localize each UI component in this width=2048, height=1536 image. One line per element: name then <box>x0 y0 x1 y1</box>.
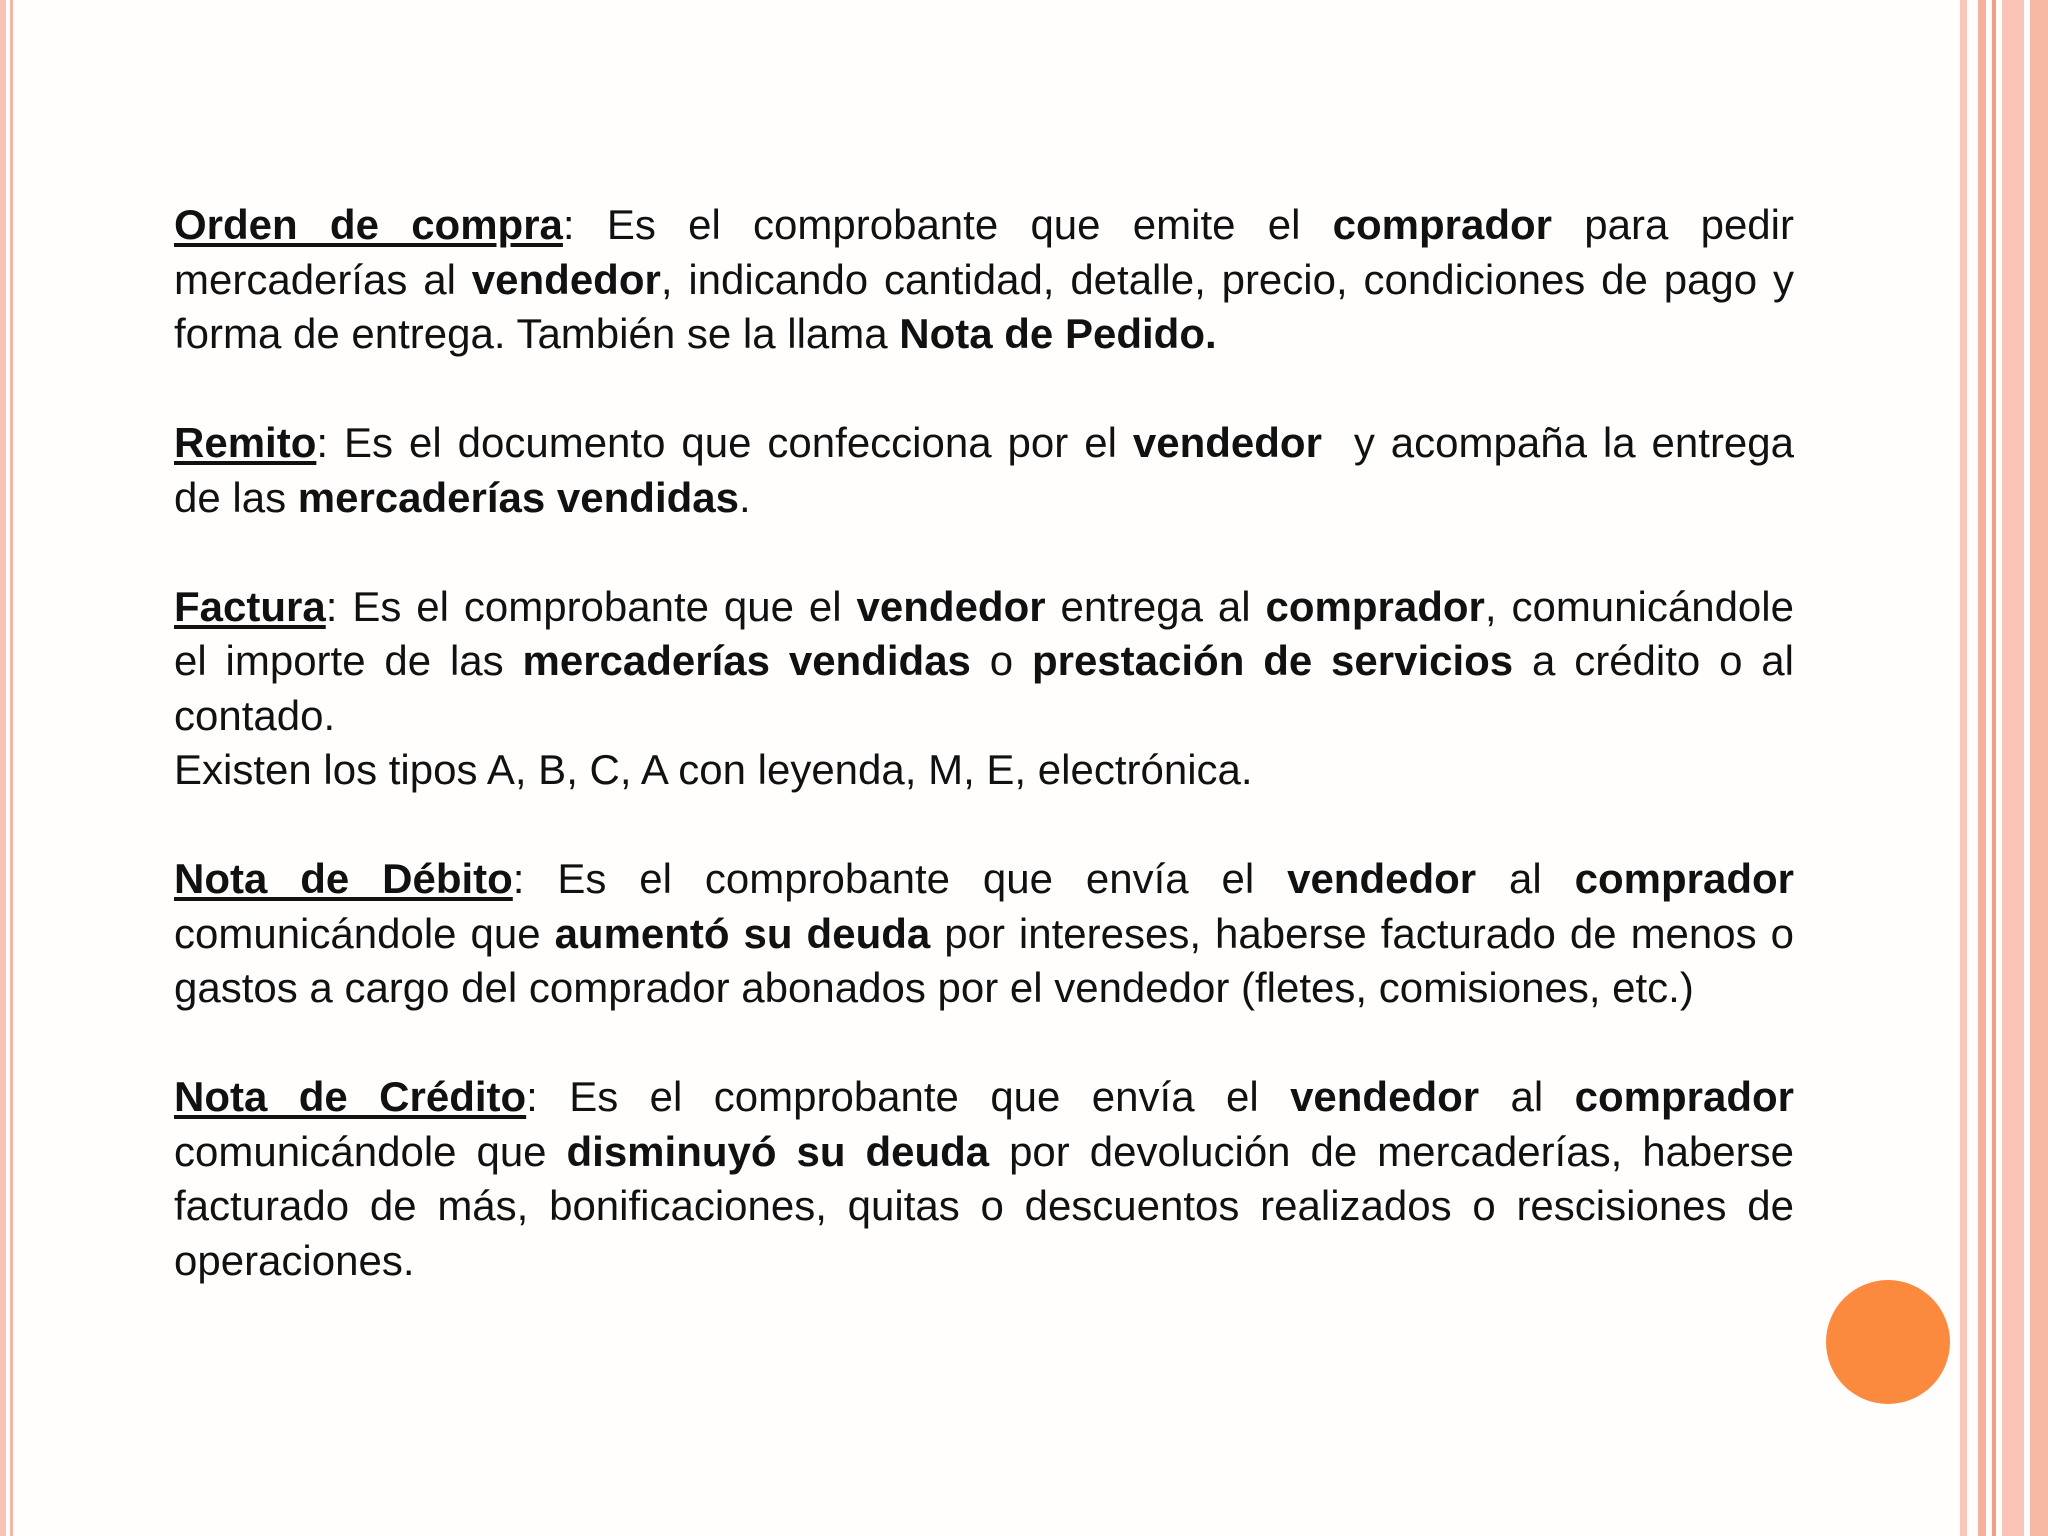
text: , indicando cantidad, detalle, precio, condiciones de pago y forma de entrega. También se la llama <box>174 255 1794 357</box>
bold-text: comprador <box>1574 1073 1794 1120</box>
text: Es el comprobante que el <box>352 582 857 630</box>
paragraph-nota-de-credito <box>174 1070 1794 1288</box>
slide-body <box>174 198 1806 1343</box>
text: comunicándole que <box>174 1127 567 1175</box>
right-border-stripe <box>2030 0 2048 1536</box>
text: Es el comprobante que envía el <box>557 855 1288 902</box>
bold-text: vendedor <box>1132 419 1322 466</box>
text: para pedir mercaderías al <box>174 201 1794 303</box>
bold-text: vendedor <box>1290 1073 1480 1120</box>
bold-text: comprador <box>1332 201 1553 248</box>
paragraph-remito <box>174 416 1806 525</box>
orange-circle-decoration <box>1826 1280 1950 1404</box>
term-factura: Factura <box>174 582 326 630</box>
bold-text: mercaderías vendidas <box>522 637 971 684</box>
separator: : <box>526 1073 570 1120</box>
term-nota-de-credito: Nota de Crédito <box>174 1073 527 1120</box>
text: . <box>739 473 751 521</box>
bold-text: vendedor <box>471 255 661 303</box>
separator: : <box>325 582 353 630</box>
separator: : <box>562 201 607 248</box>
paragraph-orden-de-compra <box>174 198 1794 362</box>
bold-text: disminuyó su deuda <box>566 1127 990 1175</box>
text: entrega al <box>1045 582 1266 630</box>
text: Es el comprobante que emite el <box>606 201 1333 248</box>
text: Es el comprobante que envía el <box>569 1073 1291 1120</box>
paragraph-nota-de-debito <box>174 852 1794 1016</box>
text: o <box>970 637 1032 684</box>
bold-text: aumentó su deuda <box>554 909 931 957</box>
bold-text: mercaderías vendidas <box>297 473 739 521</box>
paragraph-factura <box>174 580 1794 798</box>
right-border-stripe <box>1978 0 1986 1536</box>
text: , comunicándole el importe de las <box>174 582 1794 684</box>
bold-text: comprador <box>1574 855 1794 902</box>
bold-text: Nota de Pedido. <box>899 310 1217 357</box>
text: y acompaña la entrega de las <box>174 419 1806 521</box>
text: a crédito o al contado. <box>174 637 1794 739</box>
left-border-line-inner <box>10 0 13 1536</box>
left-border-line <box>0 0 6 1536</box>
text: por devolución de mercaderías, haberse facturado de más, bonificaciones, quitas o descuentos realizados o rescisiones de operaciones. <box>174 1127 1794 1284</box>
factura-types-text: Existen los tipos A, B, C, A con leyenda, M, E, electrónica. <box>174 746 1253 793</box>
text: al <box>1476 855 1575 902</box>
right-border-stripe <box>1992 0 1996 1536</box>
right-border-stripe <box>1960 0 1967 1536</box>
bold-text: vendedor <box>856 582 1046 630</box>
text: por intereses, haberse facturado de menos o gastos a cargo del comprador abonados por el vendedor (fletes, comisiones, etc.) <box>174 909 1794 1011</box>
bold-text: comprador <box>1265 582 1485 630</box>
right-border-stripe <box>2002 0 2024 1536</box>
separator: : <box>512 855 558 902</box>
bold-text: vendedor <box>1287 855 1477 902</box>
term-nota-de-debito: Nota de Débito <box>174 855 513 902</box>
term-orden-de-compra: Orden de compra <box>174 201 563 248</box>
separator: : <box>316 419 344 466</box>
text: al <box>1479 1073 1575 1120</box>
term-remito: Remito <box>174 419 317 466</box>
text: comunicándole que <box>174 909 555 957</box>
bold-text: prestación de servicios <box>1031 637 1514 684</box>
text: Es el documento que confecciona por el <box>344 419 1133 466</box>
